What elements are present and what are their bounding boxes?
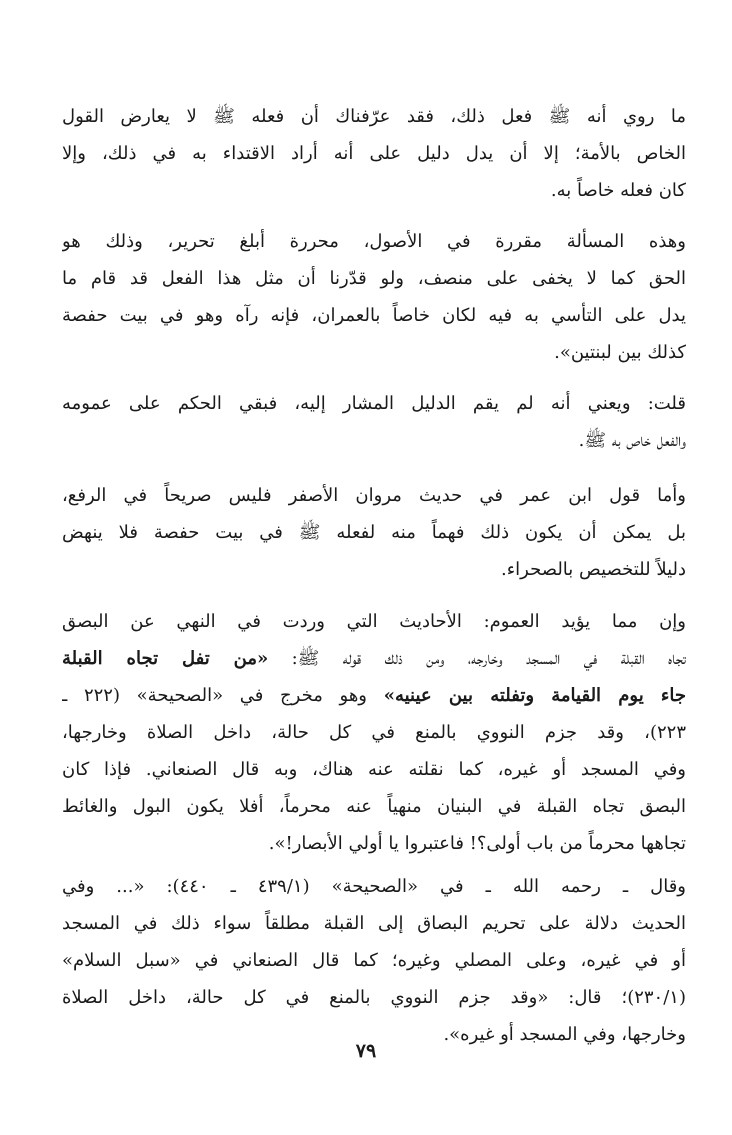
paragraph-5 [62, 603, 686, 862]
paragraph-line: كان فعله خاصاً به. [550, 180, 686, 201]
paragraph-line: يدل على التأسي به فيه لكان خاصاً بالعمران، فإنه رآه وهو في بيت حفصة [62, 305, 686, 326]
paragraph-line [62, 751, 686, 788]
paragraph-line: بل يمكن أن يكون ذلك فهماً منه لفعله ﷺ في بيت حفصة فلا ينهض [62, 522, 686, 543]
paragraph-line [62, 825, 686, 862]
paragraph-line: أو في غيره، وعلى المصلي وغيره؛ كما قال الصنعاني في «سبل السلام» [62, 950, 686, 971]
paragraph-4 [62, 477, 686, 588]
paragraph-line: الحق كما لا يخفى على منصف، ولو قدّرنا أن مثل هذا الفعل قد قام ما [62, 268, 686, 289]
paragraph-3 [62, 385, 686, 459]
paragraph-line: ما روي أنه ﷺ فعل ذلك، فقد عرّفناك أن فعله ﷺ لا يعارض القول [62, 106, 686, 127]
line-text: وإن مما يؤيد العموم: الأحاديث التي وردت في النهي عن البصق [62, 611, 686, 632]
paragraph-line: وقال ـ رحمه الله ـ في «الصحيحة» (٤٣٩/١ ـ ٤٤٠): «... وفي [62, 876, 686, 897]
paragraph-line: كذلك بين لبنتين». [554, 342, 686, 363]
paragraph-1 [62, 98, 686, 209]
paragraph-2 [62, 223, 686, 371]
paragraph-line: الخاص بالأمة؛ إلا أن يدل دليل على أنه أراد الاقتداء به في ذلك، وإلا [62, 143, 686, 164]
paragraph-line: قلت: ويعني أنه لم يقم الدليل المشار إليه، فبقي الحكم على عمومه [62, 393, 686, 414]
paragraph-line: وهذه المسألة مقررة في الأصول، محررة أبلغ تحرير، وذلك هو [62, 231, 686, 252]
paragraph-line [62, 714, 686, 751]
hadith-quote: «من تفل تجاه القبلة [62, 648, 269, 669]
paragraph-line: والفعل خاص به ﷺ. [578, 430, 686, 451]
paragraph-line [62, 603, 686, 640]
line-text: تجاه القبلة في المسجد وخارجه، ومن ذلك قوله ﷺ: [268, 648, 686, 669]
hadith-quote: جاء يوم القيامة وتفلته بين عينيه» [383, 685, 686, 706]
line-text: البصق تجاه القبلة في البنيان منهياً عنه محرماً، أفلا يكون البول والغائط [62, 796, 686, 817]
paragraph-line: (٢٣٠/١)؛ قال: «وقد جزم النووي بالمنع في كل حالة، داخل الصلاة [62, 987, 686, 1008]
line-text: وفي المسجد أو غيره، كما نقلته عنه هناك، وبه قال الصنعاني. فإذا كان [62, 759, 686, 780]
paragraph-line: دليلاً للتخصيص بالصحراء. [500, 559, 686, 580]
line-text: وهو مخرج في «الصحيحة» (٢٢٢ ـ [62, 685, 384, 706]
page-number: ٧٩ [355, 1040, 377, 1062]
paragraph-line [62, 788, 686, 825]
line-text: تجاهها محرماً من باب أولى؟! فاعتبروا يا أولي الأبصار!». [268, 833, 686, 854]
line-text: ٢٢٣)، وقد جزم النووي بالمنع في كل حالة، داخل الصلاة وخارجها، [62, 722, 686, 743]
paragraph-line [62, 677, 686, 714]
paragraph-line: الحديث دلالة على تحريم البصاق إلى القبلة مطلقاً سواء ذلك في المسجد [62, 913, 686, 934]
paragraph-line: وأما قول ابن عمر في حديث مروان الأصفر فليس صريحاً في الرفع، [62, 485, 686, 506]
paragraph-6 [62, 868, 686, 1053]
paragraph-line [62, 640, 686, 677]
paragraph-line: وخارجها، وفي المسجد أو غيره». [443, 1024, 686, 1045]
